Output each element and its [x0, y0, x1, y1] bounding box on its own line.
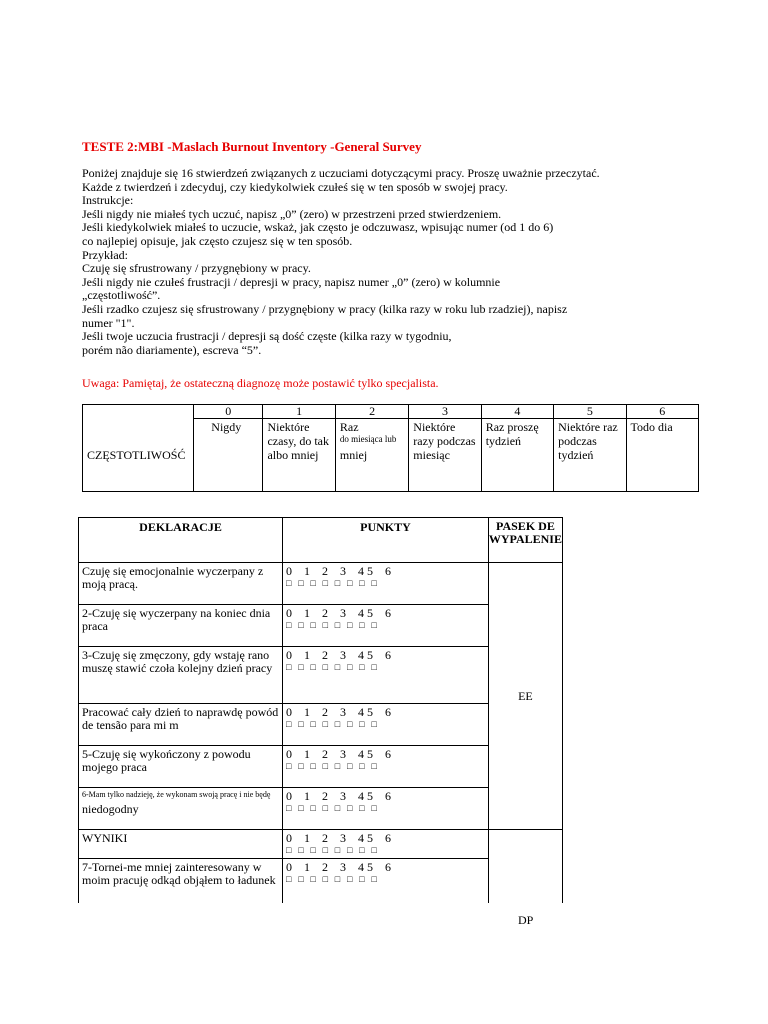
intro-line: Przykład:: [82, 247, 128, 262]
intro-line: Poniżej znajduje się 16 stwierdzeń związanych z uczuciami dotyczącymi pracy. Proszę uważnie przeczytać.: [82, 166, 600, 180]
points-cell: [283, 859, 489, 903]
intro-line: Jeśli twoje uczucia frustracji / depresji są dość częste (kilka razy w tygodniu,: [82, 329, 452, 344]
statement: 3-Czuję się zmęczony, gdy wstaję rano muszę stawić czoła kolejny dzień pracy: [79, 647, 283, 704]
frequency-number: 6: [626, 405, 698, 419]
frequency-desc: Todo dia: [626, 419, 698, 492]
statement-cell: [79, 788, 283, 830]
dp-cell: [488, 830, 562, 903]
intro-text: [82, 167, 600, 357]
scale-checkboxes[interactable]: □ □ □ □ □ □ □ □: [286, 803, 377, 813]
statement: 2-Czuję się wyczerpany na koniec dnia praca: [79, 605, 283, 647]
statement: Pracować cały dzień to naprawdę powód de tensão para mi m: [79, 704, 283, 746]
frequency-desc-after: mniej: [339, 448, 368, 462]
frequency-number: 0: [194, 405, 263, 419]
intro-line: porém não diariamente), escreva “5”.: [82, 342, 262, 357]
statement: 7-Tornei-me mniej zainteresowany w moim pracuję odkąd objąłem to ładunek: [79, 859, 283, 903]
frequency-number: 3: [409, 405, 481, 419]
scale-numbers: 0 1 2 3 4 5 6: [286, 606, 392, 620]
points-header: PUNKTY: [283, 518, 489, 563]
scale-checkboxes[interactable]: □ □ □ □ □ □ □ □: [286, 719, 377, 729]
intro-line: Instrukcje:: [82, 193, 134, 208]
points-cell: [283, 605, 489, 647]
dp-label: DP: [518, 913, 534, 927]
points-cell: [283, 704, 489, 746]
scale-checkboxes[interactable]: □ □ □ □ □ □ □ □: [286, 662, 377, 672]
points-cell: [283, 788, 489, 830]
statement: Czuję się emocjonalnie wyczerpany z moją pracą.: [79, 563, 283, 605]
scale-numbers: 0 1 2 3 4 5 6: [286, 831, 392, 845]
frequency-table: [82, 404, 699, 492]
scale-numbers: 0 1 2 3 4 5 6: [286, 860, 392, 874]
points-cell: [283, 563, 489, 605]
frequency-number: 1: [263, 405, 335, 419]
declarations-table: [78, 517, 563, 903]
scale-numbers: 0 1 2 3 4 5 6: [286, 747, 392, 761]
intro-line: Jeśli nigdy nie miałeś tych uczuć, napisz „0” (zero) w przestrzeni przed stwierdzeniem.: [82, 206, 502, 221]
intro-line: Każde z twierdzeń i zdecyduj, czy kiedykolwiek czułeś się w ten sposób w swojej pracy.: [82, 179, 508, 194]
declarations-header: DEKLARACJE: [79, 518, 283, 563]
points-cell: [283, 830, 489, 859]
frequency-desc: Niektóre czasy, do tak albo mniej: [263, 419, 335, 492]
intro-line: co najlepiej opisuje, jak często czujesz się w ten sposób.: [82, 233, 353, 248]
frequency-desc: Raz: [339, 420, 359, 434]
intro-line: Jeśli kiedykolwiek miałeś to uczucie, wskaż, jak często je odczuwasz, wpisując numer (od 1 do 6): [82, 220, 554, 235]
frequency-number: 4: [481, 405, 553, 419]
frequency-desc-small: do miesiąca lub: [339, 434, 397, 444]
intro-line: Czuję się sfrustrowany / przygnębiony w pracy.: [82, 261, 311, 276]
frequency-corner-cell: [83, 405, 194, 419]
scale-numbers: 0 1 2 3 4 5 6: [286, 789, 392, 803]
scale-numbers: 0 1 2 3 4 5 6: [286, 648, 392, 662]
frequency-desc: Niektóre raz podczas tydzień: [554, 419, 626, 492]
intro-line: Jeśli rzadko czujesz się sfrustrowany / przygnębiony w pracy (kilka razy w roku lub rzadziej), napisz: [82, 301, 568, 316]
frequency-number: 2: [335, 405, 408, 419]
results-label: WYNIKI: [79, 830, 283, 859]
intro-line: Jeśli nigdy nie czułeś frustracji / depresji w pracy, napisz numer „0” (zero) w kolumnie: [82, 274, 501, 289]
scale-numbers: 0 1 2 3 4 5 6: [286, 705, 392, 719]
scale-checkboxes[interactable]: □ □ □ □ □ □ □ □: [286, 874, 377, 884]
page-title: TESTE 2:MBI -Maslach Burnout Inventory -General Survey: [82, 139, 422, 154]
intro-line: numer "1".: [82, 315, 135, 330]
frequency-desc: Raz proszę tydzień: [481, 419, 553, 492]
ee-cell: EE: [488, 563, 562, 830]
statement: niedogodny: [82, 802, 139, 816]
frequency-label: CZĘSTOTLIWOŚĆ: [83, 419, 194, 492]
specialist-warning: Uwaga: Pamiętaj, że ostateczną diagnozę może postawić tylko specjalista.: [82, 376, 439, 390]
statement: 5-Czuję się wykończony z powodu mojego praca: [79, 746, 283, 788]
intro-line: „częstotliwość”.: [82, 288, 161, 303]
statement-small: 6-Mam tylko nadzieję, że wykonam swoją pracę i nie będę: [82, 790, 271, 799]
points-cell: [283, 746, 489, 788]
scale-checkboxes[interactable]: □ □ □ □ □ □ □ □: [286, 845, 377, 855]
scale-numbers: 0 1 2 3 4 5 6: [286, 564, 392, 578]
scale-checkboxes[interactable]: □ □ □ □ □ □ □ □: [286, 761, 377, 771]
burnout-header: PASEK DE WYPALENIE: [488, 518, 562, 563]
frequency-desc: Niektóre razy podczas miesiąc: [409, 419, 481, 492]
frequency-desc-cell: [335, 419, 408, 492]
scale-checkboxes[interactable]: □ □ □ □ □ □ □ □: [286, 578, 377, 588]
frequency-desc: Nigdy: [194, 419, 263, 492]
scale-checkboxes[interactable]: □ □ □ □ □ □ □ □: [286, 620, 377, 630]
points-cell: [283, 647, 489, 704]
frequency-number: 5: [554, 405, 626, 419]
